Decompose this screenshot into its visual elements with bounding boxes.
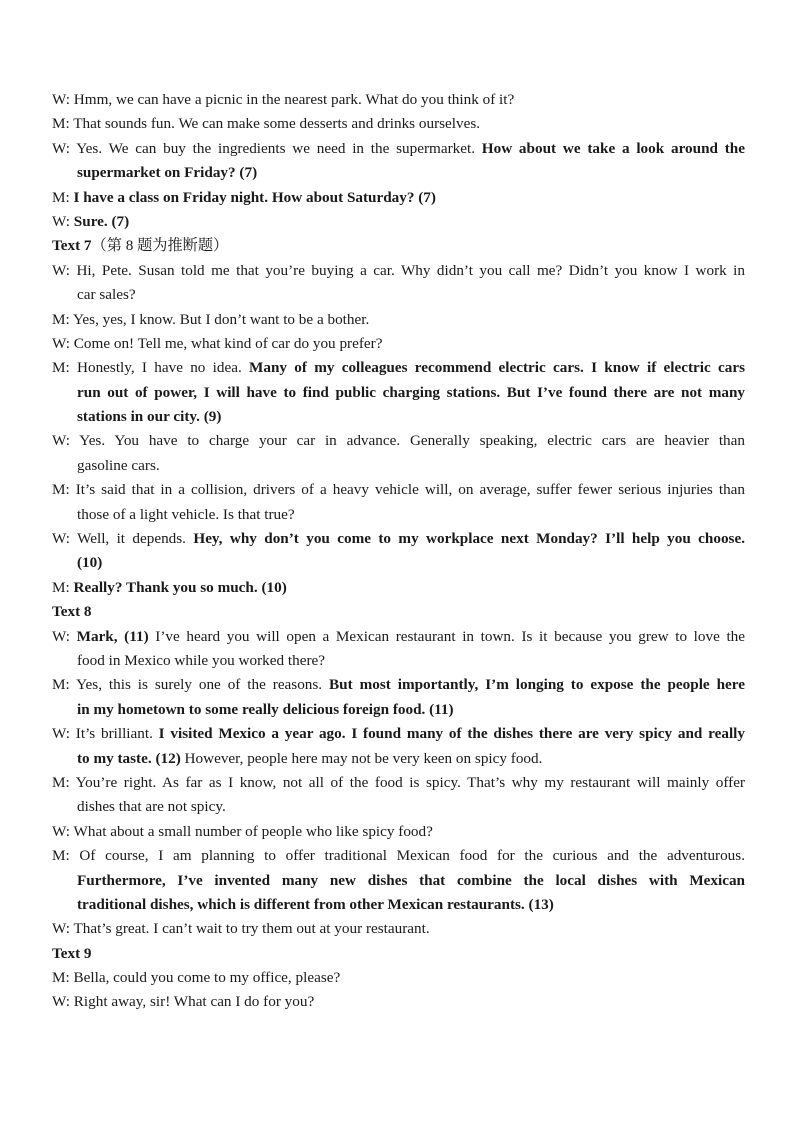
dialogue-turn: [0, 722, 800, 771]
dialogue-text: Well, it depends.: [70, 530, 194, 548]
answer-key-text: stations in our city. (9): [77, 408, 222, 426]
turn-line: [0, 673, 745, 697]
dialogue-text: gasoline cars.: [77, 456, 160, 474]
speaker-label: M:: [52, 773, 70, 791]
speaker-label: M:: [52, 676, 70, 694]
speaker-label: W:: [52, 139, 70, 157]
section-note: （第 8 题为推断题）: [91, 237, 229, 255]
answer-key-text: in my hometown to some really delicious foreign food. (11): [77, 700, 454, 718]
dialogue-turn: [0, 356, 800, 429]
section-title: Text 8: [52, 603, 92, 621]
answer-key-text: Mark, (11): [76, 627, 149, 645]
turn-line: [0, 917, 800, 941]
dialogue-text: dishes that are not spicy.: [77, 798, 226, 816]
speaker-label: M:: [52, 188, 70, 206]
answer-key-text: to my taste. (12): [77, 749, 181, 767]
turn-line: [0, 625, 745, 649]
answer-key-text: How about we take a look around the: [481, 139, 745, 157]
turn-continuation-line: [0, 698, 800, 722]
dialogue-turn: [0, 88, 800, 112]
answer-key-text: Sure. (7): [73, 212, 130, 230]
answer-key-text: Hey, why don’t you come to my workplace next Monday? I’ll help you choose.: [193, 530, 746, 548]
section-title: Text 7: [52, 237, 92, 255]
answer-key-text: run out of power, I will have to find public charging stations. But I’ve found there are not many: [77, 383, 745, 401]
dialogue-text: Yes, this is surely one of the reasons.: [69, 676, 330, 694]
speaker-label: W:: [52, 993, 70, 1011]
dialogue-text: It’s said that in a collision, drivers of a heavy vehicle will, on average, suffer fewer serious injuries than: [69, 481, 745, 499]
dialogue-turn: [0, 308, 800, 332]
dialogue-turn: [0, 332, 800, 356]
speaker-label: M:: [52, 481, 70, 499]
dialogue-text: It’s brilliant.: [70, 725, 159, 743]
turn-continuation-line: [0, 283, 800, 307]
turn-line: [0, 88, 800, 112]
turn-line: [0, 844, 745, 868]
speaker-label: W:: [52, 627, 70, 645]
speaker-label: M:: [52, 969, 70, 987]
speaker-label: M:: [52, 310, 70, 328]
dialogue-text: Of course, I am planning to offer traditional Mexican food for the curious and the adventurous.: [69, 847, 745, 865]
turn-line: [0, 990, 800, 1014]
speaker-label: W:: [52, 725, 70, 743]
speaker-label: W:: [52, 334, 70, 352]
dialogue-turn: [0, 844, 800, 917]
turn-line: [0, 966, 800, 990]
dialogue-text: Right away, sir! What can I do for you?: [70, 993, 315, 1011]
answer-key-text: I have a class on Friday night. How about Saturday? (7): [73, 188, 436, 206]
dialogue-text: those of a light vehicle. Is that true?: [77, 505, 295, 523]
speaker-label: W:: [52, 530, 70, 548]
turn-continuation-line: [0, 893, 800, 917]
dialogue-turn: [0, 112, 800, 136]
turn-line: [0, 308, 800, 332]
answer-key-text: But most importantly, I’m longing to expose the people here: [329, 676, 745, 694]
dialogue-turn: [0, 771, 800, 820]
turn-line: [0, 332, 800, 356]
section-title: Text 9: [52, 944, 92, 962]
speaker-label: M:: [52, 115, 70, 133]
turn-continuation-line: [0, 747, 800, 771]
dialogue-text: food in Mexico while you worked there?: [77, 651, 325, 669]
turn-continuation-line: [0, 503, 800, 527]
section-heading: [0, 234, 800, 258]
turn-continuation-line: [0, 649, 800, 673]
transcript-page: [0, 88, 800, 1015]
answer-key-text: Really? Thank you so much. (10): [73, 578, 287, 596]
turn-line: [0, 576, 800, 600]
dialogue-turn: [0, 478, 800, 527]
turn-line: [0, 137, 745, 161]
dialogue-text: [70, 628, 77, 645]
dialogue-text: Come on! Tell me, what kind of car do you prefer?: [70, 334, 383, 352]
answer-key-text: Furthermore, I’ve invented many new dishes that combine the local dishes with Mexican: [77, 871, 745, 889]
dialogue-turn: [0, 527, 800, 576]
dialogue-text: That’s great. I can’t wait to try them out at your restaurant.: [70, 920, 430, 938]
dialogue-text: Honestly, I have no idea.: [69, 359, 250, 377]
dialogue-turn: [0, 186, 800, 210]
speaker-label: M:: [52, 578, 70, 596]
section-heading: [0, 600, 800, 624]
turn-continuation-line: [0, 381, 745, 405]
dialogue-turn: [0, 625, 800, 674]
dialogue-text: Yes. You have to charge your car in advance. Generally speaking, electric cars are heavier than: [70, 432, 745, 450]
dialogue-turn: [0, 259, 800, 308]
turn-line: [0, 820, 800, 844]
dialogue-text: Yes. We can buy the ingredients we need in the supermarket.: [70, 139, 482, 157]
turn-continuation-line: [0, 405, 800, 429]
turn-line: [0, 429, 745, 453]
turn-line: [0, 186, 800, 210]
dialogue-text: car sales?: [77, 286, 136, 304]
dialogue-turn: [0, 429, 800, 478]
dialogue-turn: [0, 137, 800, 186]
turn-line: [0, 527, 745, 551]
turn-continuation-line: [0, 551, 800, 575]
dialogue-turn: [0, 990, 800, 1014]
dialogue-text: Yes, yes, I know. But I don’t want to be a bother.: [69, 310, 370, 328]
dialogue-text: Hi, Pete. Susan told me that you’re buying a car. Why didn’t you call me? Didn’t you know I work in: [70, 261, 745, 279]
dialogue-text: Bella, could you come to my office, please?: [69, 969, 341, 987]
turn-line: [0, 259, 745, 283]
dialogue-turn: [0, 576, 800, 600]
speaker-label: W:: [52, 432, 70, 450]
turn-continuation-line: [0, 795, 800, 819]
speaker-label: W:: [52, 920, 70, 938]
turn-continuation-line: [0, 454, 800, 478]
answer-key-text: I visited Mexico a year ago. I found many of the dishes there are very spicy and really: [158, 725, 745, 743]
speaker-label: W:: [52, 91, 70, 108]
dialogue-turn: [0, 820, 800, 844]
dialogue-turn: [0, 210, 800, 234]
dialogue-turn: [0, 917, 800, 941]
section-heading: [0, 942, 800, 966]
dialogue-text: That sounds fun. We can make some desserts and drinks ourselves.: [69, 115, 481, 133]
dialogue-text: Hmm, we can have a picnic in the nearest park. What do you think of it?: [70, 91, 515, 108]
speaker-label: W:: [52, 261, 70, 279]
dialogue-text: You’re right. As far as I know, not all of the food is spicy. That’s why my restaurant will mainly offer: [69, 773, 745, 791]
speaker-label: W:: [52, 212, 70, 230]
dialogue-text: I’ve heard you will open a Mexican restaurant in town. Is it because you grew to love the: [148, 627, 746, 645]
turn-line: [0, 112, 800, 136]
speaker-label: W:: [52, 822, 70, 840]
answer-key-text: Many of my colleagues recommend electric cars. I know if electric cars: [249, 359, 745, 377]
dialogue-turn: [0, 966, 800, 990]
turn-line: [0, 722, 745, 746]
speaker-label: M:: [52, 847, 70, 865]
dialogue-text: What about a small number of people who like spicy food?: [70, 822, 433, 840]
answer-key-text: (10): [77, 554, 103, 572]
dialogue-turn: [0, 673, 800, 722]
turn-line: [0, 210, 800, 234]
turn-line: [0, 356, 745, 380]
answer-key-text: traditional dishes, which is different from other Mexican restaurants. (13): [77, 895, 554, 913]
turn-line: [0, 478, 745, 502]
turn-line: [0, 771, 745, 795]
speaker-label: M:: [52, 359, 70, 377]
dialogue-text: However, people here may not be very keen on spicy food.: [180, 749, 543, 767]
answer-key-text: supermarket on Friday? (7): [77, 164, 258, 182]
turn-continuation-line: [0, 869, 745, 893]
turn-continuation-line: [0, 161, 800, 185]
